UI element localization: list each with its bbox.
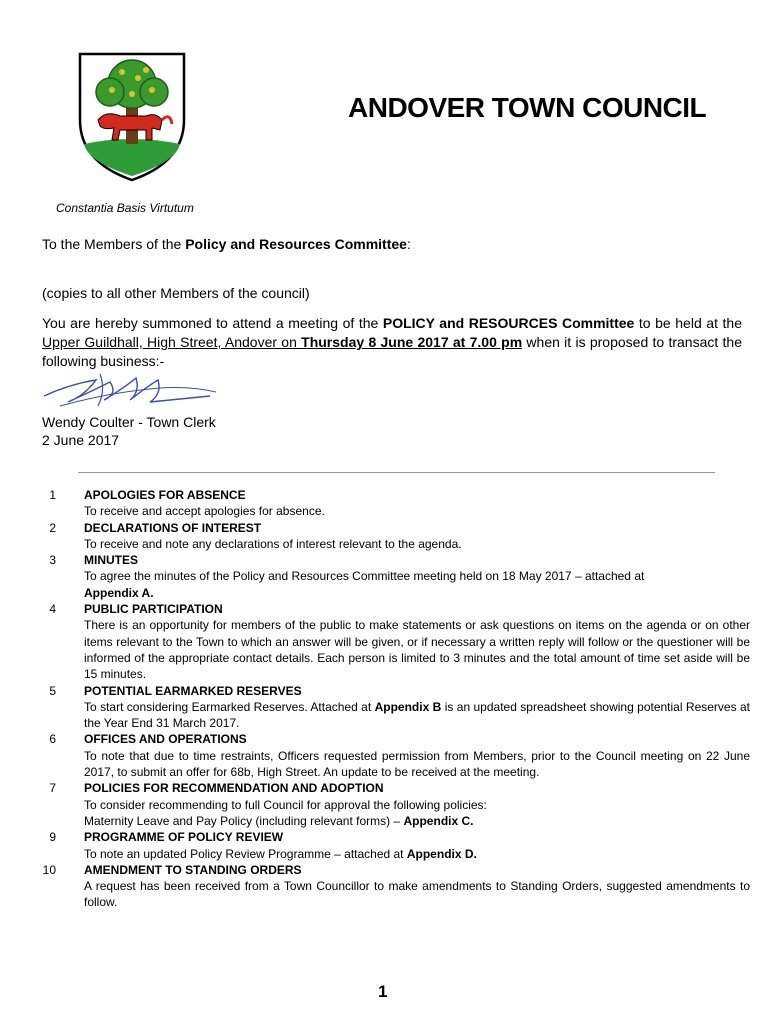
addressee-line: To the Members of the Policy and Resources Committee: bbox=[42, 236, 411, 252]
meeting-datetime: Thursday 8 June 2017 at 7.00 pm bbox=[301, 334, 523, 350]
agenda-heading: MINUTES bbox=[84, 553, 138, 568]
agenda-description: A request has been received from a Town Councillor to make amendments to Standing Orders, suggested amendments to follow. bbox=[84, 879, 750, 910]
appendix-reference: Appendix B bbox=[374, 699, 442, 714]
agenda-description: To note that due to time restraints, Officers requested permission from Members, prior to the Council meeting on 22 June 2017, to submit an offer for 68b, High Street. An update to be received at the meeting. bbox=[84, 748, 750, 780]
agenda-number: 4 bbox=[49, 602, 56, 617]
council-motto: Constantia Basis Virtutum bbox=[56, 201, 194, 215]
agenda-item bbox=[34, 520, 750, 553]
agenda-heading: PUBLIC PARTICIPATION bbox=[84, 602, 223, 617]
agenda-description: Maternity Leave and Pay Policy (including relevant forms) – Appendix C. bbox=[84, 813, 474, 828]
page-number: 1 bbox=[378, 982, 388, 1001]
clerk-name: Wendy Coulter - Town Clerk bbox=[42, 414, 216, 430]
agenda-item bbox=[34, 731, 750, 780]
agenda-description: To agree the minutes of the Policy and Resources Committee meeting held on 18 May 2017 – attached at bbox=[84, 569, 645, 584]
agenda-item bbox=[34, 601, 750, 682]
appendix-reference: Appendix C. bbox=[403, 813, 474, 828]
agenda-number: 2 bbox=[49, 520, 56, 535]
agenda-description: There is an opportunity for members of the public to make statements or ask questions on items on the agenda or on other items relevant to the Town to which an answer will be given, or if necessary a written reply will follow or the questioner will be informed of the appropriate contact details. Each person is limited to 3 minutes and the total amount of time set aside will be 15 minutes. bbox=[84, 618, 750, 682]
agenda-number: 5 bbox=[49, 683, 56, 698]
agenda-heading: POTENTIAL EARMARKED RESERVES bbox=[84, 683, 302, 698]
committee-name: Policy and Resources Committee bbox=[185, 236, 407, 252]
agenda-item bbox=[34, 487, 750, 520]
appendix-reference: Appendix D. bbox=[406, 846, 477, 861]
agenda-number: 10 bbox=[42, 862, 56, 877]
agenda-number: 6 bbox=[49, 732, 56, 747]
agenda-number: 3 bbox=[49, 553, 56, 568]
agenda-item bbox=[34, 552, 750, 601]
letter-date: 2 June 2017 bbox=[42, 432, 120, 448]
divider bbox=[78, 472, 715, 473]
agenda-heading: POLICIES FOR RECOMMENDATION AND ADOPTION bbox=[84, 781, 384, 796]
agenda-number: 1 bbox=[49, 488, 56, 502]
clerk-signature bbox=[40, 366, 220, 416]
agenda-number: 7 bbox=[49, 781, 56, 796]
agenda-item bbox=[34, 829, 750, 862]
agenda-heading: APOLOGIES FOR ABSENCE bbox=[84, 488, 246, 502]
agenda-item bbox=[34, 862, 750, 911]
agenda-heading: PROGRAMME OF POLICY REVIEW bbox=[84, 830, 284, 845]
agenda-number: 9 bbox=[49, 830, 56, 845]
copies-note: (copies to all other Members of the council) bbox=[42, 285, 310, 301]
coat-of-arms-icon bbox=[76, 50, 188, 182]
agenda-item bbox=[34, 780, 750, 829]
agenda-description: To consider recommending to full Council for approval the following policies: bbox=[84, 797, 487, 812]
agenda-heading: OFFICES AND OPERATIONS bbox=[84, 732, 247, 747]
agenda-description: To note an updated Policy Review Programme – attached at Appendix D. bbox=[84, 846, 477, 861]
agenda-description: To receive and accept apologies for absence. bbox=[84, 504, 325, 519]
agenda-item bbox=[34, 683, 750, 732]
meeting-venue: Upper Guildhall, High Street, Andover on bbox=[42, 334, 302, 350]
summons-paragraph: You are hereby summoned to attend a meeting of the POLICY and RESOURCES Committee to be held at the Upper Guildhall, High Street, Andover on Thursday 8 June 2017 at 7.00 pm when it is proposed to transact the following business:- bbox=[42, 315, 743, 369]
agenda-heading: DECLARATIONS OF INTEREST bbox=[84, 520, 262, 535]
council-title: ANDOVER TOWN COUNCIL bbox=[348, 92, 707, 123]
agenda-heading: AMENDMENT TO STANDING ORDERS bbox=[84, 862, 302, 877]
appendix-reference: Appendix A. bbox=[84, 585, 154, 600]
agenda-description: To receive and note any declarations of interest relevant to the agenda. bbox=[84, 536, 462, 551]
agenda-description: To start considering Earmarked Reserves. Attached at Appendix B is an updated spreadsheet showing potential Reserves at the Year End 31 March 2017. bbox=[84, 699, 751, 731]
agenda-list bbox=[34, 487, 750, 911]
